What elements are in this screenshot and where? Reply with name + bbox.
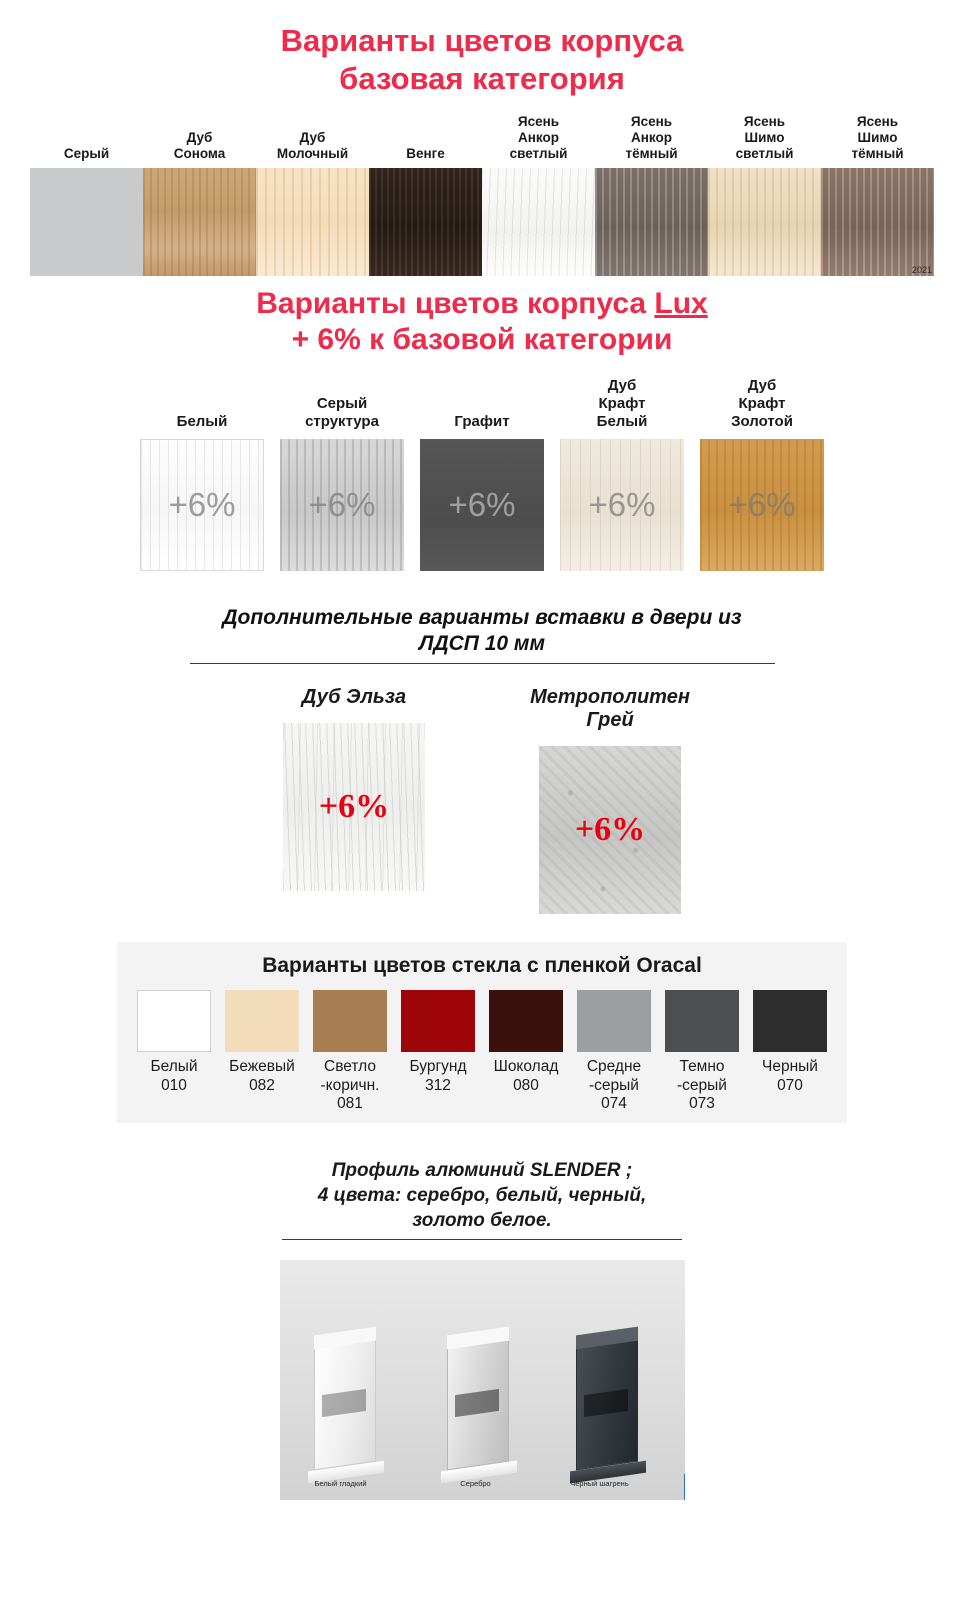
swatch-label: Белый [176,412,228,430]
swatch-label: Серый [63,145,110,161]
swatch-label: Серый структура [305,394,379,430]
swatch-item-oracal-burgundy[interactable] [394,990,482,1113]
swatch-color-oak-milk[interactable] [256,168,369,276]
profile-section-heading [0,1159,964,1233]
swatch-label: Дуб Молочный [276,129,349,161]
swatch-color-oracal-burgundy[interactable] [401,990,475,1052]
swatch-color-metropolitan-grey[interactable] [539,746,681,914]
swatch-label: Светло -коричн. 081 [320,1058,380,1112]
swatch-item-oracal-beige[interactable] [218,990,306,1113]
swatch-item-oracal-light-brown[interactable] [306,990,394,1113]
swatch-item-gray[interactable] [30,114,143,276]
insert-swatch-row [202,686,762,914]
surcharge-badge: +6% [588,485,656,523]
swatch-item-ash-ankor-dark[interactable] [595,114,708,276]
swatch-color-lux-oak-kraft-white[interactable] [560,439,684,571]
swatch-label: Ясень Анкор тёмный [625,113,678,161]
base-category-title [0,22,964,98]
base-color-swatch-row [30,114,934,276]
lux-category-title-line2: + 6% к базовой категории [291,323,673,357]
swatch-label: Шоколад 080 [493,1058,559,1094]
profile-heading-line3: золото белое. [412,1209,552,1231]
swatch-color-lux-white[interactable] [140,439,264,571]
swatch-item-wenge[interactable] [369,114,482,276]
profile-heading-line1: Профиль алюминий SLENDER ; [331,1160,633,1182]
swatch-color-ash-ankor-light[interactable] [482,168,595,276]
swatch-color-oracal-chocolate[interactable] [489,990,563,1052]
oracal-section-title: Варианты цветов стекла с пленкой Oracal [262,954,702,978]
swatch-label: Графит [454,412,510,430]
swatch-item-oracal-medium-gray[interactable] [570,990,658,1113]
swatch-label: Бургунд 312 [409,1058,467,1094]
swatch-item-oracal-black[interactable] [746,990,834,1113]
section-divider [190,663,775,664]
swatch-label: Дуб Крафт Золотой [731,376,793,430]
profile-heading-line2: 4 цвета: серебро, белый, черный, [317,1184,647,1206]
swatch-item-lux-oak-kraft-gold[interactable] [692,377,832,571]
lux-word: Lux [654,286,708,320]
swatch-item-oracal-white[interactable] [130,990,218,1113]
swatch-label: Венге [406,145,445,161]
swatch-item-oracal-chocolate[interactable] [482,990,570,1113]
surcharge-badge: +6% [448,485,516,523]
surcharge-badge: +6% [728,485,796,523]
swatch-label: Белый 010 [150,1058,198,1094]
swatch-color-gray[interactable] [30,168,143,276]
swatch-item-ash-shimo-light[interactable] [708,114,821,276]
lux-color-swatch-row [132,377,832,571]
swatch-color-oracal-white[interactable] [137,990,211,1052]
swatch-item-oracal-dark-gray[interactable] [658,990,746,1113]
page-edge-marker [684,1474,685,1500]
swatch-color-ash-shimo-dark[interactable] [821,168,934,276]
swatch-item-ash-ankor-light[interactable] [482,114,595,276]
swatch-label: Дуб Крафт Белый [596,376,648,430]
swatch-label: Дуб Сонома [173,129,226,161]
surcharge-badge: +6% [168,485,236,523]
swatch-color-oak-sonoma[interactable] [143,168,256,276]
swatch-item-lux-oak-kraft-white[interactable] [552,377,692,571]
swatch-color-wenge[interactable] [369,168,482,276]
insert-section-heading [0,605,964,658]
swatch-item-metropolitan-grey[interactable] [526,686,694,914]
profile-caption: Белый гладкий [314,1479,367,1489]
swatch-color-oracal-medium-gray[interactable] [577,990,651,1052]
swatch-label: Черный 070 [762,1058,818,1094]
swatch-color-lux-graphite[interactable] [420,439,544,571]
swatch-item-ash-shimo-dark[interactable] [821,114,934,276]
swatch-label: Бежевый 082 [229,1058,295,1094]
oracal-swatch-row [117,990,847,1113]
swatch-item-oak-elza[interactable] [270,686,438,914]
swatch-label: Ясень Шимо тёмный [851,113,904,161]
swatch-color-oracal-black[interactable] [753,990,827,1052]
section-divider [282,1239,682,1240]
profile-sample-silver [447,1340,509,1466]
image-watermark-year: 2021 [911,264,932,275]
swatch-item-lux-white[interactable] [132,383,272,571]
profile-sample-black [576,1340,638,1466]
lux-category-title [0,286,964,359]
surcharge-badge: +6% [318,788,390,826]
swatch-color-oracal-dark-gray[interactable] [665,990,739,1052]
swatch-label: Метрополитен Грей [530,686,690,732]
swatch-color-lux-gray-texture[interactable] [280,439,404,571]
swatch-item-oak-sonoma[interactable] [143,114,256,276]
swatch-color-ash-ankor-dark[interactable] [595,168,708,276]
swatch-label: Темно -серый 073 [677,1058,727,1112]
profile-caption: Серебро [460,1479,491,1489]
surcharge-badge: +6% [574,811,646,849]
profile-body [314,1340,376,1466]
profile-body [447,1340,509,1466]
swatch-color-oracal-light-brown[interactable] [313,990,387,1052]
swatch-color-ash-shimo-light[interactable] [708,168,821,276]
profile-body [576,1340,638,1466]
profile-caption: Чёрный шагрень [570,1479,629,1489]
swatch-label: Ясень Анкор светлый [509,113,568,161]
swatch-color-oak-elza[interactable] [283,723,425,891]
lux-category-title-line1: Варианты цветов корпуса Lux [256,286,708,320]
swatch-item-lux-graphite[interactable] [412,383,552,571]
swatch-color-oracal-beige[interactable] [225,990,299,1052]
swatch-label: Ясень Шимо светлый [735,113,794,161]
base-category-title-line1: Варианты цветов корпуса [280,23,684,58]
swatch-color-lux-oak-kraft-gold[interactable] [700,439,824,571]
swatch-item-lux-gray-texture[interactable] [272,383,412,571]
swatch-label: Средне -серый 074 [586,1058,642,1112]
profile-photo [280,1260,685,1500]
swatch-item-oak-milk[interactable] [256,114,369,276]
swatch-label: Дуб Эльза [301,686,407,709]
base-category-title-line2: базовая категория [339,60,625,96]
oracal-section [117,942,847,1123]
insert-heading-line2: ЛДСП 10 мм [419,632,545,656]
profile-sample-white [314,1340,376,1466]
insert-heading-line1: Дополнительные варианты вставки в двери из [222,605,742,629]
surcharge-badge: +6% [308,485,376,523]
